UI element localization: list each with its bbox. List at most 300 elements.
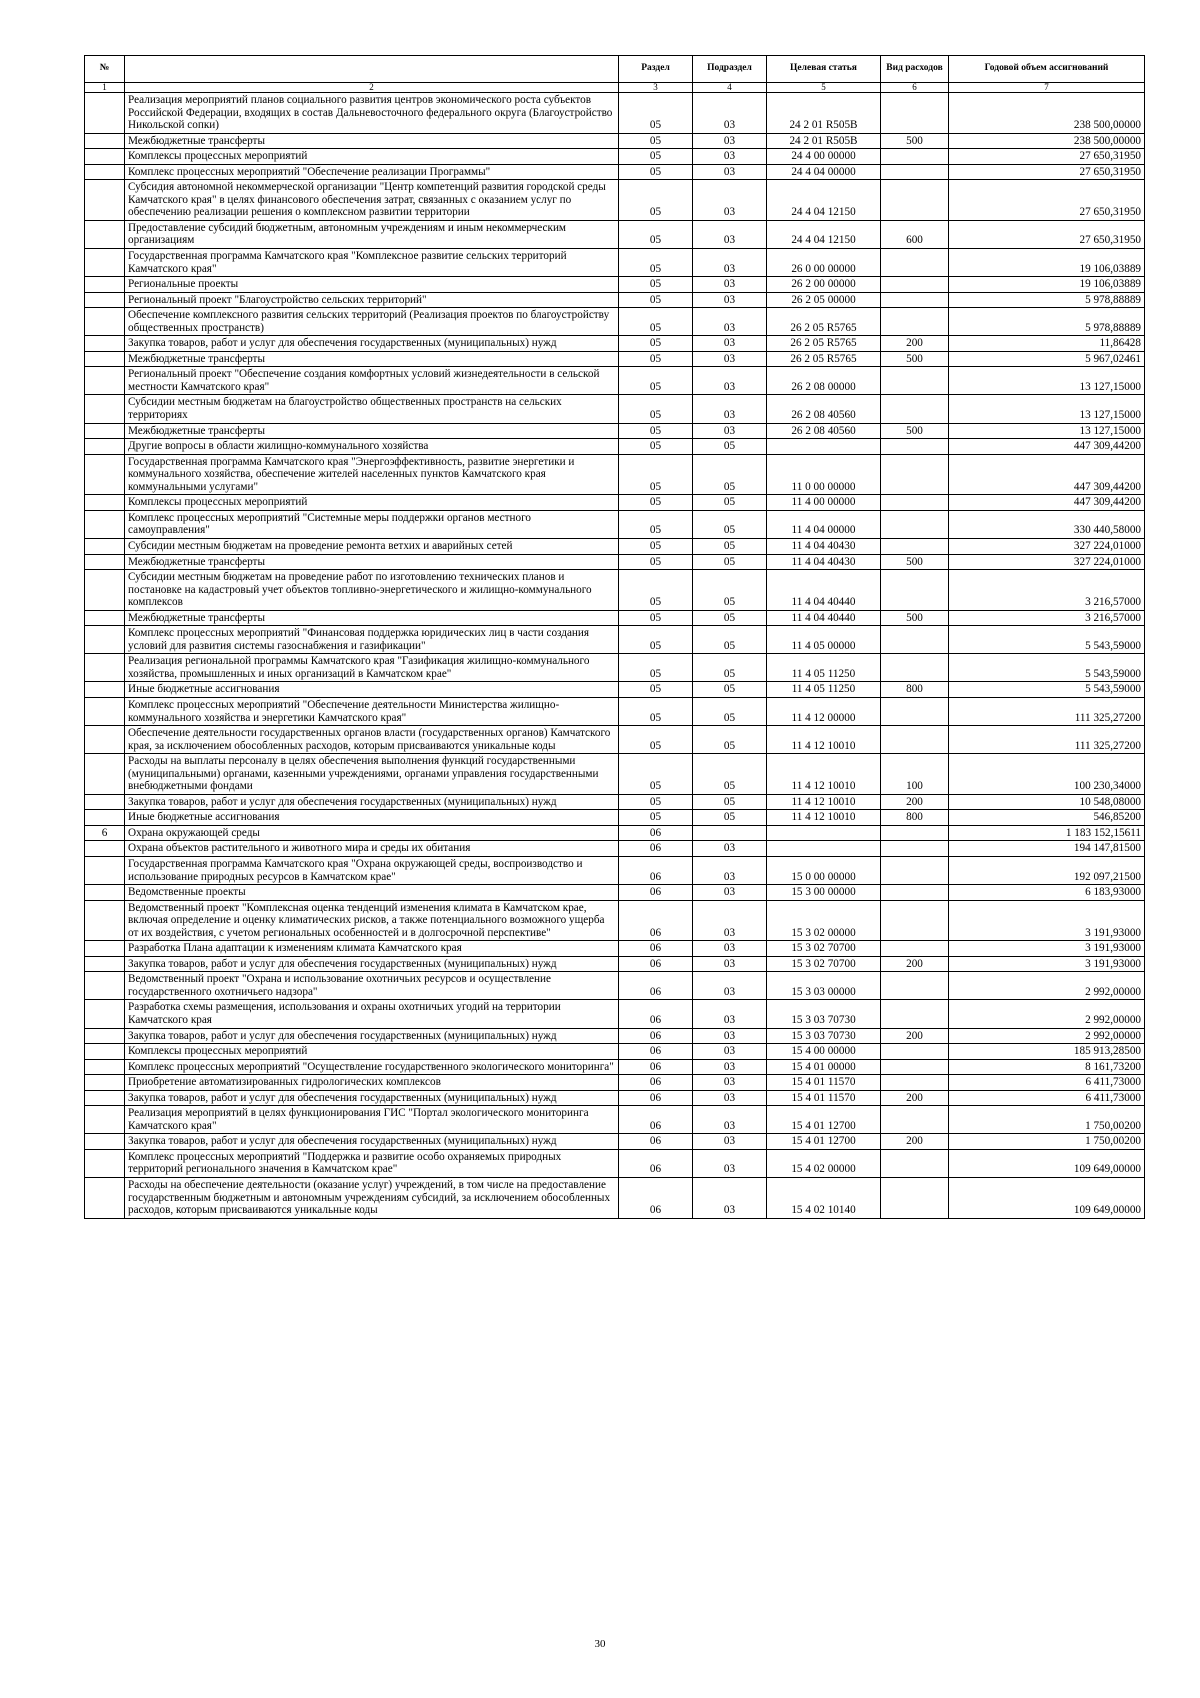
row-csr: 11 4 04 40440 — [767, 610, 881, 626]
row-podrazdel: 03 — [693, 220, 767, 248]
row-podrazdel: 03 — [693, 249, 767, 277]
row-number — [85, 439, 125, 455]
page-number: 30 — [594, 1638, 606, 1650]
row-sum: 3 191,93000 — [949, 900, 1145, 941]
table-row — [85, 149, 1145, 165]
row-razdel: 05 — [619, 249, 693, 277]
row-csr: 26 2 08 40560 — [767, 395, 881, 423]
row-csr: 26 2 05 R5765 — [767, 308, 881, 336]
row-csr: 15 4 01 12700 — [767, 1106, 881, 1134]
row-podrazdel: 05 — [693, 439, 767, 455]
table-row — [85, 93, 1145, 134]
row-podrazdel: 03 — [693, 856, 767, 884]
row-number — [85, 336, 125, 352]
table-row — [85, 308, 1145, 336]
row-csr: 15 4 02 00000 — [767, 1149, 881, 1177]
row-sum: 194 147,81500 — [949, 841, 1145, 857]
row-podrazdel: 05 — [693, 495, 767, 511]
row-razdel: 06 — [619, 972, 693, 1000]
row-name: Субсидии местным бюджетам на проведение работ по изготовлению технических планов и постановке на кадастровый учет объектов топливно-энергетического и жилищно-коммунального комплексов — [125, 570, 619, 611]
header-no: № — [85, 56, 125, 83]
table-row — [85, 423, 1145, 439]
row-name: Иные бюджетные ассигнования — [125, 682, 619, 698]
row-name: Закупка товаров, работ и услуг для обеспечения государственных (муниципальных) нужд — [125, 336, 619, 352]
row-sum: 2 992,00000 — [949, 1000, 1145, 1028]
column-number: 5 — [767, 83, 881, 93]
row-podrazdel: 03 — [693, 1090, 767, 1106]
table-header-row — [85, 56, 1145, 83]
row-number — [85, 697, 125, 725]
row-number — [85, 682, 125, 698]
row-vr — [881, 1044, 949, 1060]
table-row — [85, 220, 1145, 248]
row-name: Субсидии местным бюджетам на проведение ремонта ветхих и аварийных сетей — [125, 538, 619, 554]
row-csr: 26 2 08 00000 — [767, 367, 881, 395]
row-number — [85, 1134, 125, 1150]
row-csr: 15 3 03 70730 — [767, 1000, 881, 1028]
row-name: Другие вопросы в области жилищно-коммунального хозяйства — [125, 439, 619, 455]
row-podrazdel — [693, 825, 767, 841]
header-sum: Годовой объем ассигнований — [949, 56, 1145, 83]
row-number — [85, 554, 125, 570]
row-name: Обеспечение деятельности государственных органов власти (государственных органов) Камчатского края, за исключением обособленных расходов, которым присваиваются уникальные коды — [125, 726, 619, 754]
row-csr: 15 4 01 11570 — [767, 1075, 881, 1091]
row-vr — [881, 495, 949, 511]
table-row — [85, 654, 1145, 682]
row-vr — [881, 941, 949, 957]
row-number — [85, 292, 125, 308]
table-row — [85, 825, 1145, 841]
row-razdel: 06 — [619, 1106, 693, 1134]
row-podrazdel: 03 — [693, 395, 767, 423]
table-row — [85, 841, 1145, 857]
row-vr — [881, 538, 949, 554]
row-sum: 111 325,27200 — [949, 726, 1145, 754]
row-vr — [881, 570, 949, 611]
row-podrazdel: 03 — [693, 292, 767, 308]
row-vr: 500 — [881, 423, 949, 439]
row-name: Закупка товаров, работ и услуг для обеспечения государственных (муниципальных) нужд — [125, 1134, 619, 1150]
row-number — [85, 941, 125, 957]
row-name: Комплекс процессных мероприятий "Системные меры поддержки органов местного самоуправления" — [125, 510, 619, 538]
table-row — [85, 626, 1145, 654]
table-row — [85, 1178, 1145, 1219]
row-number — [85, 754, 125, 795]
row-vr — [881, 697, 949, 725]
row-csr: 24 2 01 R505В — [767, 133, 881, 149]
row-razdel: 05 — [619, 810, 693, 826]
row-podrazdel: 03 — [693, 1134, 767, 1150]
row-vr — [881, 841, 949, 857]
row-name: Комплекс процессных мероприятий "Обеспечение деятельности Министерства жилищно-коммунального хозяйства и энергетики Камчатского края" — [125, 697, 619, 725]
table-row — [85, 510, 1145, 538]
row-csr: 15 4 00 00000 — [767, 1044, 881, 1060]
row-vr: 500 — [881, 133, 949, 149]
row-name: Ведомственные проекты — [125, 885, 619, 901]
row-razdel: 05 — [619, 538, 693, 554]
row-podrazdel: 05 — [693, 626, 767, 654]
row-number — [85, 367, 125, 395]
row-sum: 3 191,93000 — [949, 956, 1145, 972]
table-row — [85, 351, 1145, 367]
row-razdel: 05 — [619, 495, 693, 511]
row-number — [85, 1149, 125, 1177]
table-row — [85, 1106, 1145, 1134]
row-razdel: 06 — [619, 1090, 693, 1106]
row-podrazdel: 05 — [693, 754, 767, 795]
row-razdel: 05 — [619, 610, 693, 626]
row-podrazdel: 03 — [693, 1028, 767, 1044]
row-podrazdel: 03 — [693, 1000, 767, 1028]
row-vr: 500 — [881, 554, 949, 570]
table-row — [85, 133, 1145, 149]
row-podrazdel: 03 — [693, 956, 767, 972]
row-name: Закупка товаров, работ и услуг для обеспечения государственных (муниципальных) нужд — [125, 794, 619, 810]
row-csr: 15 3 03 70730 — [767, 1028, 881, 1044]
row-razdel: 05 — [619, 164, 693, 180]
row-csr: 11 4 00 00000 — [767, 495, 881, 511]
table-row — [85, 538, 1145, 554]
row-razdel: 05 — [619, 682, 693, 698]
row-razdel: 06 — [619, 941, 693, 957]
row-podrazdel: 03 — [693, 367, 767, 395]
row-name: Межбюджетные трансферты — [125, 423, 619, 439]
row-sum: 10 548,08000 — [949, 794, 1145, 810]
budget-page — [84, 55, 1144, 1219]
row-csr: 15 0 00 00000 — [767, 856, 881, 884]
row-vr: 600 — [881, 220, 949, 248]
row-number — [85, 794, 125, 810]
row-number — [85, 810, 125, 826]
row-podrazdel: 03 — [693, 1106, 767, 1134]
row-sum: 5 978,88889 — [949, 292, 1145, 308]
row-csr: 24 4 04 12150 — [767, 180, 881, 221]
row-razdel: 05 — [619, 395, 693, 423]
row-csr: 15 3 02 70700 — [767, 956, 881, 972]
row-csr: 11 4 12 00000 — [767, 697, 881, 725]
row-sum: 19 106,03889 — [949, 249, 1145, 277]
row-name: Региональный проект "Обеспечение создания комфортных условий жизнедеятельности в сельской местности Камчатского края" — [125, 367, 619, 395]
row-podrazdel: 03 — [693, 1075, 767, 1091]
row-razdel: 06 — [619, 956, 693, 972]
row-number — [85, 510, 125, 538]
row-name: Иные бюджетные ассигнования — [125, 810, 619, 826]
row-csr: 11 4 05 11250 — [767, 654, 881, 682]
column-number: 2 — [125, 83, 619, 93]
row-csr: 11 4 04 40430 — [767, 538, 881, 554]
row-sum: 19 106,03889 — [949, 277, 1145, 293]
row-vr — [881, 1000, 949, 1028]
row-vr — [881, 1106, 949, 1134]
row-razdel: 05 — [619, 308, 693, 336]
row-sum: 6 411,73000 — [949, 1090, 1145, 1106]
row-sum: 8 161,73200 — [949, 1059, 1145, 1075]
row-number — [85, 538, 125, 554]
row-razdel: 06 — [619, 856, 693, 884]
row-name: Обеспечение комплексного развития сельских территорий (Реализация проектов по благоустройству общественных пространств) — [125, 308, 619, 336]
row-name: Комплексы процессных мероприятий — [125, 1044, 619, 1060]
row-name: Закупка товаров, работ и услуг для обеспечения государственных (муниципальных) нужд — [125, 1090, 619, 1106]
row-vr — [881, 277, 949, 293]
row-podrazdel: 05 — [693, 697, 767, 725]
row-name: Комплексы процессных мероприятий — [125, 495, 619, 511]
row-razdel: 05 — [619, 149, 693, 165]
row-csr: 26 2 00 00000 — [767, 277, 881, 293]
row-name: Ведомственный проект "Комплексная оценка тенденций изменения климата в Камчатском крае, включая определение и оценку климатических рисков, а также потенциального возможного ущерба от их воздействия, с учетом региональных особенностей и в долгосрочной перспективе" — [125, 900, 619, 941]
row-sum: 13 127,15000 — [949, 395, 1145, 423]
row-podrazdel: 05 — [693, 454, 767, 495]
table-row — [85, 1000, 1145, 1028]
row-vr: 200 — [881, 1090, 949, 1106]
row-number — [85, 149, 125, 165]
row-podrazdel: 05 — [693, 554, 767, 570]
table-row — [85, 292, 1145, 308]
row-vr — [881, 900, 949, 941]
header-name — [125, 56, 619, 83]
table-row — [85, 367, 1145, 395]
row-csr: 26 2 08 40560 — [767, 423, 881, 439]
row-razdel: 06 — [619, 1134, 693, 1150]
row-csr: 24 4 04 12150 — [767, 220, 881, 248]
header-csr: Целевая статья — [767, 56, 881, 83]
row-podrazdel: 03 — [693, 336, 767, 352]
table-row — [85, 794, 1145, 810]
row-vr: 500 — [881, 610, 949, 626]
row-sum: 2 992,00000 — [949, 972, 1145, 1000]
row-razdel: 06 — [619, 900, 693, 941]
row-vr — [881, 180, 949, 221]
row-vr: 200 — [881, 794, 949, 810]
row-number — [85, 856, 125, 884]
table-row — [85, 726, 1145, 754]
row-name: Предоставление субсидий бюджетным, автономным учреждениям и иным некоммерческим организациям — [125, 220, 619, 248]
row-sum: 5 967,02461 — [949, 351, 1145, 367]
row-podrazdel: 03 — [693, 149, 767, 165]
row-razdel: 05 — [619, 510, 693, 538]
row-podrazdel: 05 — [693, 726, 767, 754]
row-vr — [881, 626, 949, 654]
table-row — [85, 1075, 1145, 1091]
row-podrazdel: 03 — [693, 308, 767, 336]
row-number — [85, 308, 125, 336]
row-csr — [767, 439, 881, 455]
row-razdel: 06 — [619, 1000, 693, 1028]
row-name: Реализация мероприятий планов социального развития центров экономического роста субъектов Российской Федерации, входящих в состав Дальневосточного федерального округа (Благоустройство Никольской сопки) — [125, 93, 619, 134]
header-razdel: Раздел — [619, 56, 693, 83]
row-podrazdel: 03 — [693, 972, 767, 1000]
row-sum: 1 183 152,15611 — [949, 825, 1145, 841]
row-razdel: 05 — [619, 292, 693, 308]
row-name: Межбюджетные трансферты — [125, 610, 619, 626]
row-razdel: 05 — [619, 570, 693, 611]
row-sum: 111 325,27200 — [949, 697, 1145, 725]
column-number: 4 — [693, 83, 767, 93]
row-vr — [881, 367, 949, 395]
row-number — [85, 570, 125, 611]
row-number — [85, 395, 125, 423]
row-csr: 26 2 05 00000 — [767, 292, 881, 308]
row-razdel: 05 — [619, 754, 693, 795]
row-number — [85, 1028, 125, 1044]
row-vr — [881, 439, 949, 455]
row-podrazdel: 03 — [693, 1044, 767, 1060]
table-row — [85, 856, 1145, 884]
row-podrazdel: 05 — [693, 682, 767, 698]
row-number — [85, 1044, 125, 1060]
row-name: Региональные проекты — [125, 277, 619, 293]
table-row — [85, 1090, 1145, 1106]
row-razdel: 05 — [619, 439, 693, 455]
row-razdel: 05 — [619, 697, 693, 725]
row-number — [85, 1106, 125, 1134]
row-number — [85, 454, 125, 495]
row-csr: 26 2 05 R5765 — [767, 336, 881, 352]
row-podrazdel: 03 — [693, 1059, 767, 1075]
row-podrazdel: 05 — [693, 610, 767, 626]
row-razdel: 05 — [619, 133, 693, 149]
row-vr — [881, 1178, 949, 1219]
row-vr — [881, 726, 949, 754]
row-name: Расходы на обеспечение деятельности (оказание услуг) учреждений, в том числе на предоставление государственным бюджетным и автономным учреждениям субсидий, за исключением обособленных расходов, которым присваиваются уникальные коды — [125, 1178, 619, 1219]
row-csr: 15 4 01 00000 — [767, 1059, 881, 1075]
header-vr: Вид расходов — [881, 56, 949, 83]
row-number — [85, 180, 125, 221]
table-row — [85, 495, 1145, 511]
row-name: Комплекс процессных мероприятий "Финансовая поддержка юридических лиц в части создания условий для развития системы газоснабжения и газификации" — [125, 626, 619, 654]
table-row — [85, 1044, 1145, 1060]
row-razdel: 05 — [619, 93, 693, 134]
row-name: Охрана объектов растительного и животного мира и среды их обитания — [125, 841, 619, 857]
row-name: Региональный проект "Благоустройство сельских территорий" — [125, 292, 619, 308]
row-sum: 185 913,28500 — [949, 1044, 1145, 1060]
row-podrazdel: 03 — [693, 900, 767, 941]
row-vr — [881, 972, 949, 1000]
row-razdel: 05 — [619, 423, 693, 439]
row-csr — [767, 825, 881, 841]
row-name: Разработка схемы размещения, использования и охраны охотничьих угодий на территории Камчатского края — [125, 1000, 619, 1028]
row-number — [85, 885, 125, 901]
row-csr: 11 4 04 40430 — [767, 554, 881, 570]
row-razdel: 05 — [619, 654, 693, 682]
row-csr: 15 4 01 11570 — [767, 1090, 881, 1106]
row-sum: 5 543,59000 — [949, 626, 1145, 654]
row-vr: 800 — [881, 682, 949, 698]
row-number — [85, 164, 125, 180]
column-number: 1 — [85, 83, 125, 93]
row-sum: 447 309,44200 — [949, 439, 1145, 455]
row-sum: 2 992,00000 — [949, 1028, 1145, 1044]
row-name: Охрана окружающей среды — [125, 825, 619, 841]
table-row — [85, 956, 1145, 972]
row-csr: 11 4 05 11250 — [767, 682, 881, 698]
row-sum: 109 649,00000 — [949, 1178, 1145, 1219]
row-razdel: 06 — [619, 1149, 693, 1177]
row-name: Межбюджетные трансферты — [125, 133, 619, 149]
row-name: Реализация мероприятий в целях функционирования ГИС "Портал экологического мониторинга Камчатского края" — [125, 1106, 619, 1134]
row-podrazdel: 03 — [693, 1149, 767, 1177]
row-csr: 11 4 12 10010 — [767, 726, 881, 754]
table-row — [85, 554, 1145, 570]
row-sum: 192 097,21500 — [949, 856, 1145, 884]
row-sum: 546,85200 — [949, 810, 1145, 826]
row-vr — [881, 308, 949, 336]
row-vr — [881, 1075, 949, 1091]
row-podrazdel: 05 — [693, 538, 767, 554]
row-sum: 100 230,34000 — [949, 754, 1145, 795]
row-vr: 200 — [881, 1134, 949, 1150]
row-razdel: 05 — [619, 220, 693, 248]
row-name: Государственная программа Камчатского края "Энергоэффективность, развитие энергетики и коммунального хозяйства, обеспечение жителей населенных пунктов Камчатского края коммунальными услугами" — [125, 454, 619, 495]
table-body — [85, 93, 1145, 1219]
row-csr — [767, 841, 881, 857]
row-csr: 15 3 00 00000 — [767, 885, 881, 901]
table-row — [85, 249, 1145, 277]
row-csr: 11 4 05 00000 — [767, 626, 881, 654]
row-sum: 3 216,57000 — [949, 570, 1145, 611]
row-podrazdel: 03 — [693, 841, 767, 857]
row-vr: 100 — [881, 754, 949, 795]
row-vr — [881, 825, 949, 841]
row-csr: 26 0 00 00000 — [767, 249, 881, 277]
row-csr: 15 3 02 00000 — [767, 900, 881, 941]
row-vr — [881, 249, 949, 277]
column-number: 7 — [949, 83, 1145, 93]
row-podrazdel: 03 — [693, 351, 767, 367]
row-sum: 27 650,31950 — [949, 149, 1145, 165]
row-csr: 15 4 01 12700 — [767, 1134, 881, 1150]
row-name: Межбюджетные трансферты — [125, 351, 619, 367]
row-sum: 5 978,88889 — [949, 308, 1145, 336]
row-vr: 200 — [881, 336, 949, 352]
table-row — [85, 1134, 1145, 1150]
row-razdel: 06 — [619, 841, 693, 857]
row-sum: 1 750,00200 — [949, 1134, 1145, 1150]
row-razdel: 06 — [619, 1059, 693, 1075]
row-sum: 447 309,44200 — [949, 495, 1145, 511]
column-number-row — [85, 83, 1145, 93]
row-vr — [881, 164, 949, 180]
row-csr: 24 4 00 00000 — [767, 149, 881, 165]
row-sum: 327 224,01000 — [949, 538, 1145, 554]
table-row — [85, 180, 1145, 221]
row-number — [85, 220, 125, 248]
row-podrazdel: 03 — [693, 180, 767, 221]
row-vr: 200 — [881, 956, 949, 972]
table-row — [85, 277, 1145, 293]
row-sum: 3 216,57000 — [949, 610, 1145, 626]
row-name: Закупка товаров, работ и услуг для обеспечения государственных (муниципальных) нужд — [125, 956, 619, 972]
row-sum: 238 500,00000 — [949, 133, 1145, 149]
row-number — [85, 249, 125, 277]
row-sum: 11,86428 — [949, 336, 1145, 352]
table-row — [85, 754, 1145, 795]
row-number: 6 — [85, 825, 125, 841]
row-podrazdel: 03 — [693, 1178, 767, 1219]
row-csr: 11 4 12 10010 — [767, 810, 881, 826]
row-vr — [881, 510, 949, 538]
budget-table — [84, 55, 1145, 1219]
row-vr: 200 — [881, 1028, 949, 1044]
table-row — [85, 885, 1145, 901]
row-name: Межбюджетные трансферты — [125, 554, 619, 570]
row-csr: 15 4 02 10140 — [767, 1178, 881, 1219]
row-name: Государственная программа Камчатского края "Охрана окружающей среды, воспроизводство и использование природных ресурсов в Камчатском крае" — [125, 856, 619, 884]
table-row — [85, 941, 1145, 957]
row-sum: 5 543,59000 — [949, 682, 1145, 698]
row-number — [85, 1075, 125, 1091]
row-csr: 24 2 01 R505В — [767, 93, 881, 134]
row-razdel: 05 — [619, 180, 693, 221]
